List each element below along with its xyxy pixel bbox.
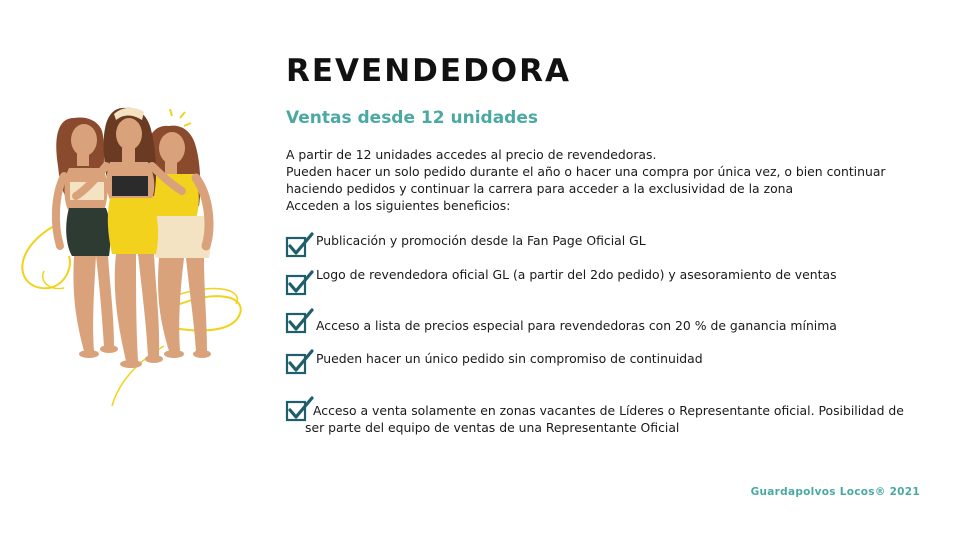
checkbox-check-icon xyxy=(285,308,315,334)
benefit-text-line: ser parte del equipo de ventas de una Representante Oficial xyxy=(305,420,680,435)
checkbox-check-icon xyxy=(285,349,315,375)
intro-line: Acceden a los siguientes beneficios: xyxy=(286,198,511,213)
benefit-text: Publicación y promoción desde la Fan Page Oficial GL xyxy=(316,233,646,248)
page-subtitle: Ventas desde 12 unidades xyxy=(286,108,538,128)
benefit-text: Acceso a lista de precios especial para revendedoras con 20 % de ganancia mínima xyxy=(316,318,837,333)
checkbox-check-icon xyxy=(285,270,315,296)
intro-line: Pueden hacer un solo pedido durante el año o hacer una compra por única vez, o bien continuar haciendo pedidos y continuar la carrera para acceder a la exclusividad de la zona xyxy=(286,164,886,196)
page-title: REVENDEDORA xyxy=(286,53,572,89)
benefit-text: Logo de revendedora oficial GL (a partir del 2do pedido) y asesoramiento de ventas xyxy=(316,267,837,282)
footer-copyright: Guardapolvos Locos® 2021 xyxy=(750,486,920,498)
checkbox-check-icon xyxy=(285,232,315,258)
intro-line: A partir de 12 unidades accedes al precio de revendedoras. xyxy=(286,147,657,162)
benefit-text: Pueden hacer un único pedido sin compromiso de continuidad xyxy=(316,351,703,366)
benefit-text xyxy=(305,402,913,436)
intro-text xyxy=(286,146,926,214)
women-group-illustration xyxy=(14,96,264,416)
benefit-text-line: Acceso a venta solamente en zonas vacantes de Líderes o Representante oficial. Posibilidad de xyxy=(313,403,904,418)
